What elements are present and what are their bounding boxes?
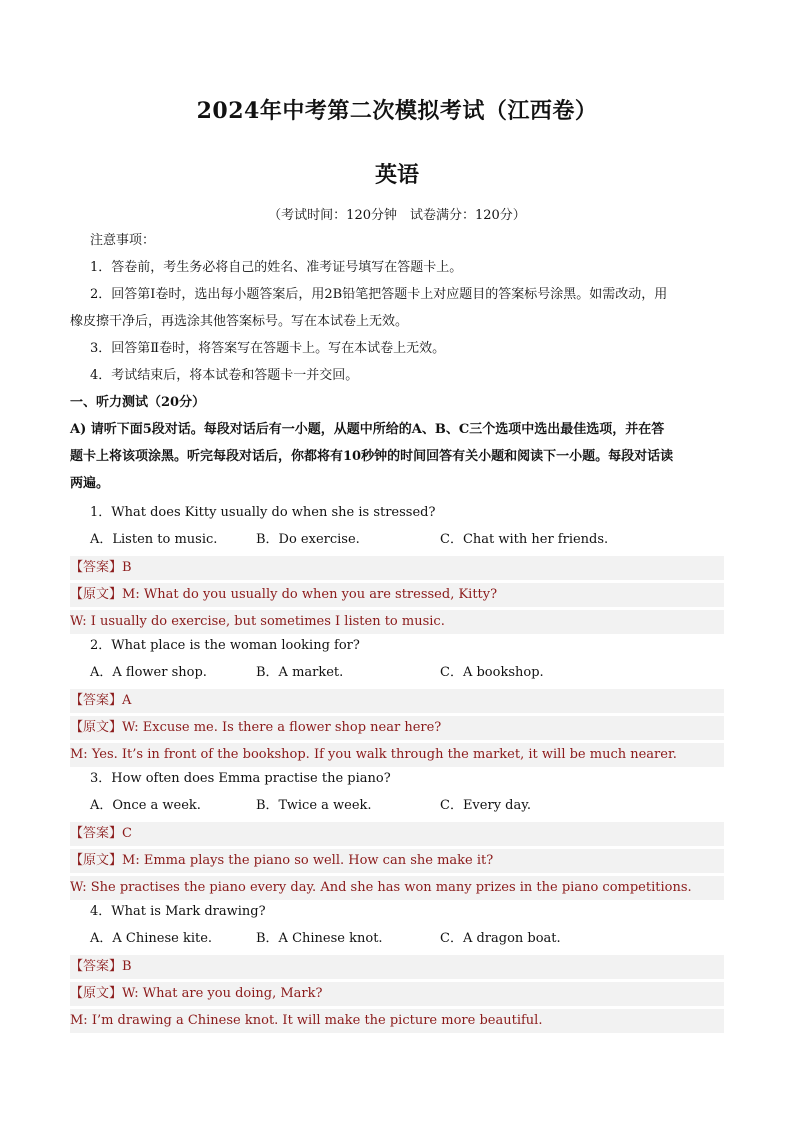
section-heading: 一、听力测试（20分） (70, 395, 206, 410)
script-label: 【原文】 (70, 587, 123, 602)
answer-value: B (122, 959, 132, 974)
question-1-option-b: B．Do exercise. (256, 532, 360, 547)
answer-label: 【答案】 (70, 959, 123, 974)
question-2-option-c: C．A bookshop. (440, 665, 544, 680)
question-3-answer-row (70, 822, 724, 846)
question-1-option-a: A．Listen to music. (90, 532, 218, 547)
question-1-answer-row (70, 556, 724, 580)
script-label: 【原文】 (70, 986, 123, 1001)
answer-label: 【答案】 (70, 826, 123, 841)
question-4-option-c: C．A dragon boat. (440, 931, 561, 946)
answer-value: B (122, 560, 132, 575)
question-4-answer-row (70, 955, 724, 979)
script-line: W: I usually do exercise, but sometimes I listen to music. (70, 614, 445, 629)
question-4-script-row-1 (70, 982, 724, 1006)
question-3-script-row-2 (70, 876, 724, 900)
answer-value: A (122, 693, 132, 708)
question-1-script-row-1 (70, 583, 724, 607)
subject-title: 英语 (374, 162, 419, 188)
script-line: W: Excuse me. Is there a flower shop near here? (122, 720, 442, 735)
question-3-script-row-1 (70, 849, 724, 873)
script-label: 【原文】 (70, 853, 123, 868)
question-1-script-row-2 (70, 610, 724, 634)
question-4-option-b: B．A Chinese knot. (256, 931, 383, 946)
question-3-option-a: A．Once a week. (90, 798, 201, 813)
note-item-1: 1．答卷前，考生务必将自己的姓名、准考证号填写在答题卡上。 (90, 260, 463, 275)
question-3-option-b: B．Twice a week. (256, 798, 372, 813)
question-3-option-c: C．Every day. (440, 798, 531, 813)
script-line: W: What are you doing, Mark? (122, 986, 323, 1001)
section-instruction-line-1: A) 请听下面5段对话。每段对话后有一小题，从题中所给的A、B、C三个选项中选出最佳选项，并在答 (70, 422, 665, 437)
question-1-stem: 1．What does Kitty usually do when she is stressed? (90, 505, 436, 520)
question-2-stem: 2．What place is the woman looking for? (90, 638, 360, 653)
note-item-3: 3．回答第Ⅱ卷时，将答案写在答题卡上。写在本试卷上无效。 (90, 341, 446, 356)
script-line: M: I’m drawing a Chinese knot. It will make the picture more beautiful. (70, 1013, 543, 1028)
answer-value: C (122, 826, 132, 841)
question-4-stem: 4．What is Mark drawing? (90, 904, 266, 919)
note-item-2-continued: 橡皮擦干净后，再选涂其他答案标号。写在本试卷上无效。 (70, 314, 409, 329)
question-2-script-row-1 (70, 716, 724, 740)
question-2-answer-row (70, 689, 724, 713)
script-line: W: She practises the piano every day. And she has won many prizes in the piano competitions. (70, 880, 692, 895)
question-4-option-a: A．A Chinese kite. (90, 931, 213, 946)
section-instruction-line-2: 题卡上将该项涂黑。听完每段对话后，你都将有10秒钟的时间回答有关小题和阅读下一小题。每段对话读 (70, 449, 674, 464)
question-2-option-b: B．A market. (256, 665, 344, 680)
answer-label: 【答案】 (70, 693, 123, 708)
script-line: M: Emma plays the piano so well. How can she make it? (122, 853, 494, 868)
answer-label: 【答案】 (70, 560, 123, 575)
question-2-option-a: A．A flower shop. (90, 665, 207, 680)
question-4-script-row-2 (70, 1009, 724, 1033)
section-instruction-line-3: 两遍。 (70, 476, 110, 491)
question-2-script-row-2 (70, 743, 724, 767)
script-line: M: Yes. It’s in front of the bookshop. If you walk through the market, it will be much nearer. (70, 747, 677, 762)
question-3-stem: 3．How often does Emma practise the piano? (90, 771, 391, 786)
script-label: 【原文】 (70, 720, 123, 735)
exam-info: （考试时间：120分钟 试卷满分：120分） (268, 208, 526, 223)
question-1-option-c: C．Chat with her friends. (440, 532, 609, 547)
script-line: M: What do you usually do when you are stressed, Kitty? (122, 587, 498, 602)
note-item-4: 4．考试结束后，将本试卷和答题卡一并交回。 (90, 368, 359, 383)
page-title: 2024年中考第二次模拟考试（江西卷） (196, 98, 598, 124)
note-item-2: 2．回答第Ⅰ卷时，选出每小题答案后，用2B铅笔把答题卡上对应题目的答案标号涂黑。如需改动，用 (90, 287, 668, 302)
notes-heading: 注意事项： (90, 233, 156, 248)
